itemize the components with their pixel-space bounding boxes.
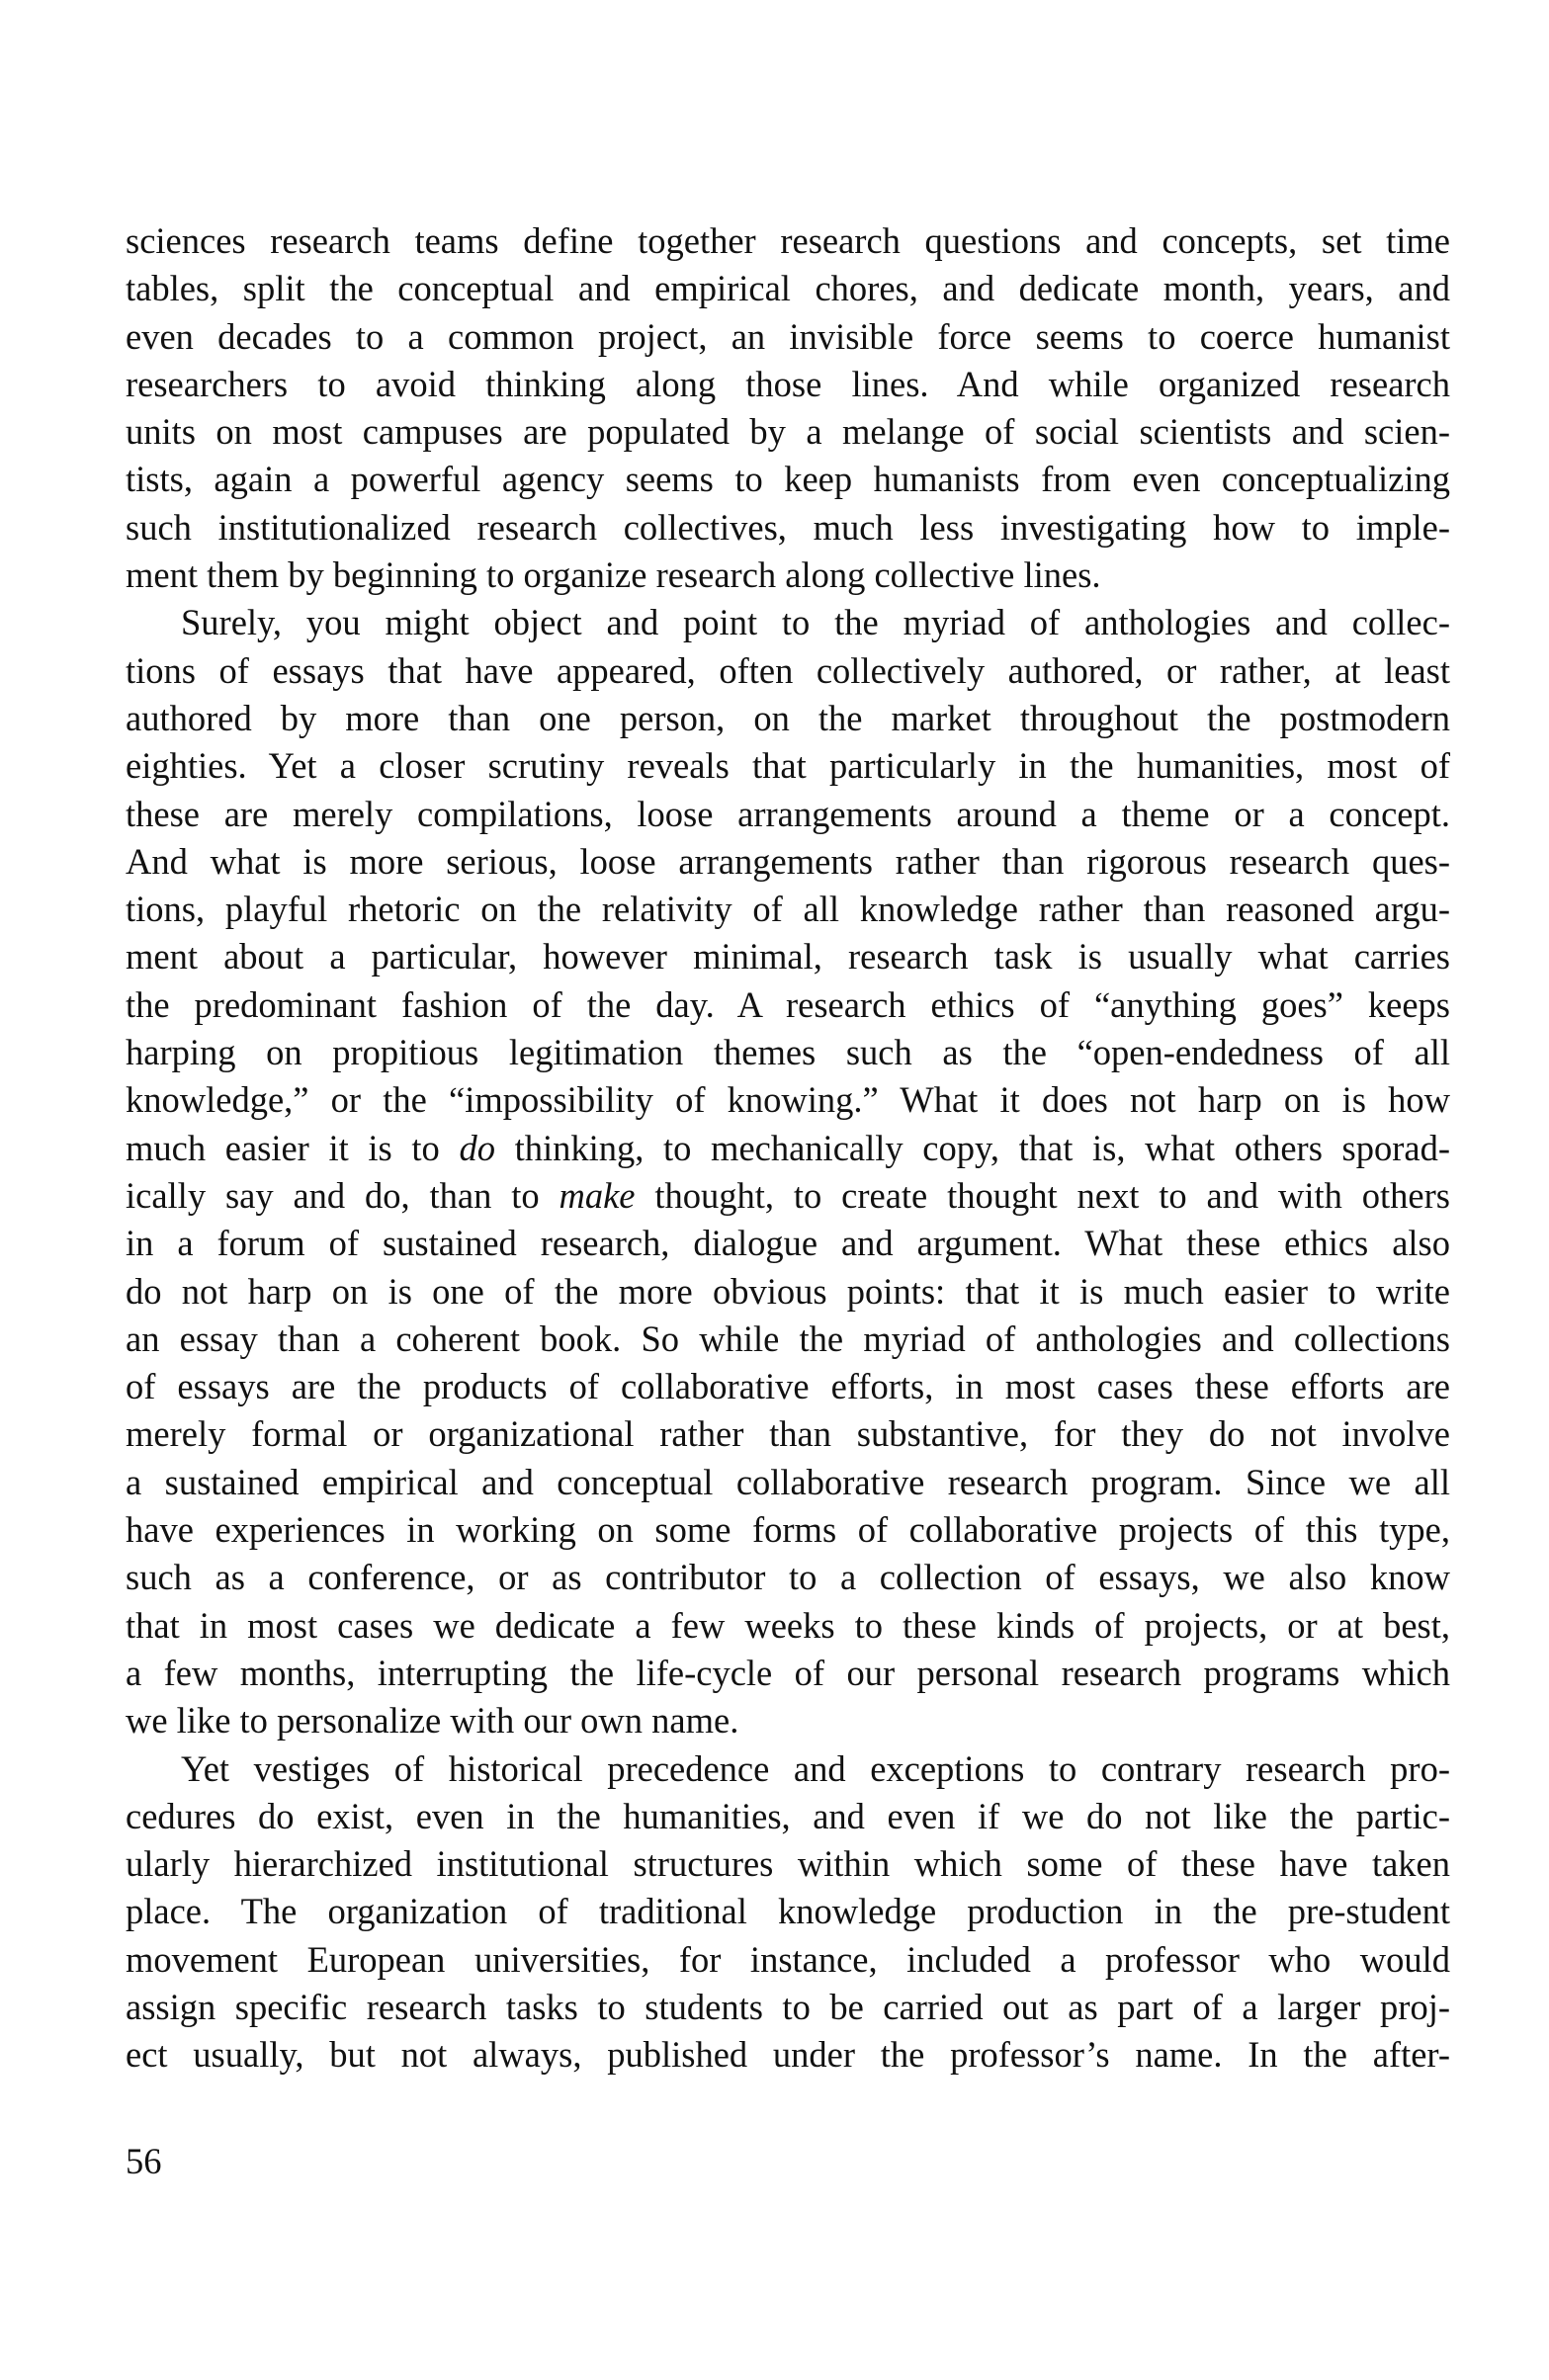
text-line: tions, playful rhetoric on the relativity of all knowledge rather than reasoned argu- bbox=[126, 889, 1450, 930]
text-line: have experiences in working on some forms of collaborative projects of this type, bbox=[126, 1509, 1450, 1551]
text-line: such institutionalized research collectives, much less investigating how to imple- bbox=[126, 506, 1450, 548]
text-line: harping on propitious legitimation themes such as the “open-endedness of all bbox=[126, 1032, 1450, 1073]
text-line: assign specific research tasks to students to be carried out as part of a larger proj- bbox=[126, 1986, 1450, 2027]
text-line: sciences research teams define together research questions and concepts, set time bbox=[126, 220, 1450, 261]
text-line: ment them by beginning to organize research along collective lines. bbox=[126, 554, 1101, 596]
text-line: do not harp on is one of the more obvious points: that it is much easier to write bbox=[126, 1270, 1450, 1312]
text-line: cedures do exist, even in the humanities, and even if we do not like the partic- bbox=[126, 1795, 1450, 1836]
italic-word: make bbox=[559, 1174, 636, 1216]
text-line: And what is more serious, loose arrangements rather than rigorous research ques- bbox=[126, 840, 1450, 882]
italic-word: do bbox=[459, 1127, 495, 1168]
text-line: a few months, interrupting the life-cycle of our personal research programs which bbox=[126, 1652, 1450, 1693]
text-line-with-italic bbox=[126, 1172, 1450, 1220]
paragraph-3 bbox=[126, 1745, 1450, 2080]
text-line: tions of essays that have appeared, often collectively authored, or rather, at least bbox=[126, 649, 1450, 691]
text-line: ment about a particular, however minimal, research task is usually what carries bbox=[126, 936, 1450, 978]
text-line: these are merely compilations, loose arrangements around a theme or a concept. bbox=[126, 793, 1450, 834]
text-line: even decades to a common project, an invisible force seems to coerce humanist bbox=[126, 315, 1450, 357]
text-line: tables, split the conceptual and empirical chores, and dedicate month, years, and bbox=[126, 268, 1450, 309]
text-line: we like to personalize with our own name. bbox=[126, 1700, 739, 1742]
text-line: ect usually, but not always, published under the professor’s name. In the after- bbox=[126, 2034, 1450, 2076]
text-line: such as a conference, or as contributor to a collection of essays, we also know bbox=[126, 1557, 1450, 1598]
text-line: authored by more than one person, on the market throughout the postmodern bbox=[126, 697, 1450, 738]
text-line-with-italic bbox=[126, 1125, 1450, 1172]
text-line: merely formal or organizational rather than substantive, for they do not involve bbox=[126, 1413, 1450, 1455]
text-line: Surely, you might object and point to the myriad of anthologies and collec- bbox=[181, 602, 1450, 643]
text-line: place. The organization of traditional knowledge production in the pre-student bbox=[126, 1891, 1450, 1932]
text-run: thought, to create thought next to and with others bbox=[635, 1174, 1450, 1216]
text-line: Yet vestiges of historical precedence and exceptions to contrary research pro- bbox=[181, 1747, 1450, 1789]
text-run: thinking, to mechanically copy, that is, what others sporad- bbox=[494, 1127, 1451, 1168]
text-line: in a forum of sustained research, dialogue and argument. What these ethics also bbox=[126, 1223, 1450, 1264]
text-run: ically say and do, than to bbox=[126, 1174, 559, 1216]
text-line: an essay than a coherent book. So while the myriad of anthologies and collections bbox=[126, 1318, 1450, 1359]
text-line: movement European universities, for instance, included a professor who would bbox=[126, 1938, 1450, 1980]
text-line: knowledge,” or the “impossibility of knowing.” What it does not harp on is how bbox=[126, 1079, 1450, 1121]
text-line: a sustained empirical and conceptual collaborative research program. Since we all bbox=[126, 1461, 1450, 1502]
text-line: ularly hierarchized institutional structures within which some of these have taken bbox=[126, 1843, 1450, 1885]
text-line: tists, again a powerful agency seems to keep humanists from even conceptualizing bbox=[126, 459, 1450, 500]
text-line: eighties. Yet a closer scrutiny reveals that particularly in the humanities, most of bbox=[126, 745, 1450, 787]
page-number: 56 bbox=[126, 2141, 162, 2181]
text-line: the predominant fashion of the day. A research ethics of “anything goes” keeps bbox=[126, 983, 1450, 1025]
paragraph-2 bbox=[126, 599, 1450, 1744]
text-line: of essays are the products of collaborative efforts, in most cases these efforts are bbox=[126, 1366, 1450, 1407]
body-text bbox=[126, 217, 1450, 2080]
text-line: units on most campuses are populated by a melange of social scientists and scien- bbox=[126, 411, 1450, 453]
paragraph-1 bbox=[126, 217, 1450, 599]
text-line: researchers to avoid thinking along those lines. And while organized research bbox=[126, 363, 1450, 404]
text-line: that in most cases we dedicate a few weeks to these kinds of projects, or at best, bbox=[126, 1604, 1450, 1646]
text-run: much easier it is to bbox=[126, 1127, 460, 1168]
